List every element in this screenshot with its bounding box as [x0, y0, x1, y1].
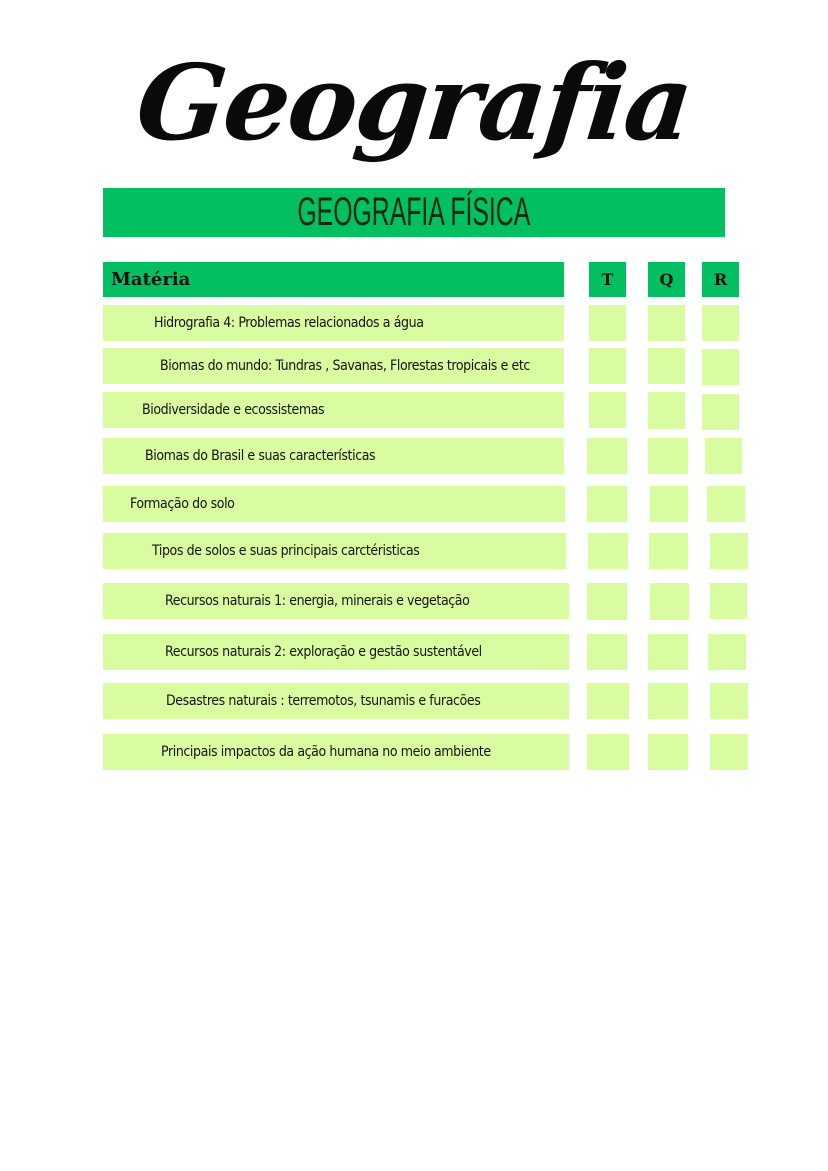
checkbox-q[interactable] — [650, 486, 688, 522]
checkbox-t[interactable] — [589, 305, 626, 341]
checkbox-t[interactable] — [589, 348, 626, 384]
checkbox-q[interactable] — [648, 683, 688, 719]
header-t: T — [589, 262, 626, 297]
checkbox-t[interactable] — [589, 392, 626, 428]
table-row — [103, 392, 564, 428]
checkbox-r[interactable] — [705, 438, 742, 474]
header-subject: Matéria — [103, 262, 564, 297]
checkbox-r[interactable] — [710, 583, 747, 619]
table-row — [103, 583, 569, 619]
subject-label: Biomas do mundo: Tundras , Savanas, Florestas tropicais e etc — [160, 358, 530, 374]
checkbox-r[interactable] — [710, 734, 748, 770]
checkbox-t[interactable] — [587, 683, 629, 719]
checkbox-q[interactable] — [648, 348, 685, 384]
checkbox-r[interactable] — [710, 533, 748, 569]
table-row — [103, 438, 564, 474]
checkbox-r[interactable] — [702, 394, 739, 430]
subject-label: Hidrografia 4: Problemas relacionados a água — [154, 315, 424, 331]
table-row — [103, 305, 564, 341]
checkbox-q[interactable] — [648, 734, 688, 770]
subject-label: Biodiversidade e ecossistemas — [142, 402, 325, 418]
table-row — [103, 348, 564, 384]
table-row — [103, 634, 569, 670]
subject-label: Biomas do Brasil e suas características — [145, 448, 376, 464]
table-row — [103, 734, 569, 770]
page-title: Geografia — [131, 41, 697, 164]
checkbox-t[interactable] — [587, 583, 627, 620]
table-row — [103, 683, 569, 719]
checkbox-t[interactable] — [587, 486, 627, 522]
section-banner-label: GEOGRAFIA FÍSICA — [297, 190, 531, 234]
subject-label: Tipos de solos e suas principais carctéristicas — [152, 543, 420, 559]
subject-label: Desastres naturais : terremotos, tsunamis e furacões — [166, 693, 481, 709]
checkbox-q[interactable] — [648, 634, 688, 670]
subject-label: Formação do solo — [130, 496, 235, 512]
header-r: R — [702, 262, 739, 297]
checkbox-q[interactable] — [649, 533, 688, 569]
checkbox-r[interactable] — [707, 486, 745, 522]
checkbox-r[interactable] — [702, 349, 739, 385]
table-row — [103, 533, 566, 569]
header-q: Q — [648, 262, 685, 297]
checkbox-r[interactable] — [702, 305, 739, 341]
checkbox-q[interactable] — [648, 438, 688, 474]
checkbox-t[interactable] — [588, 533, 628, 569]
subject-label: Recursos naturais 2: exploração e gestão sustentável — [165, 644, 482, 660]
checkbox-t[interactable] — [587, 734, 629, 770]
checkbox-q[interactable] — [650, 583, 689, 620]
checkbox-t[interactable] — [587, 438, 627, 474]
subject-label: Recursos naturais 1: energia, minerais e vegetação — [165, 593, 470, 609]
checkbox-q[interactable] — [648, 305, 685, 341]
checkbox-r[interactable] — [708, 634, 746, 670]
checkbox-r[interactable] — [710, 683, 748, 719]
checkbox-q[interactable] — [648, 392, 685, 429]
section-banner — [103, 188, 725, 237]
table-row — [103, 486, 565, 522]
checkbox-t[interactable] — [587, 634, 627, 670]
subject-label: Principais impactos da ação humana no meio ambiente — [161, 744, 491, 760]
